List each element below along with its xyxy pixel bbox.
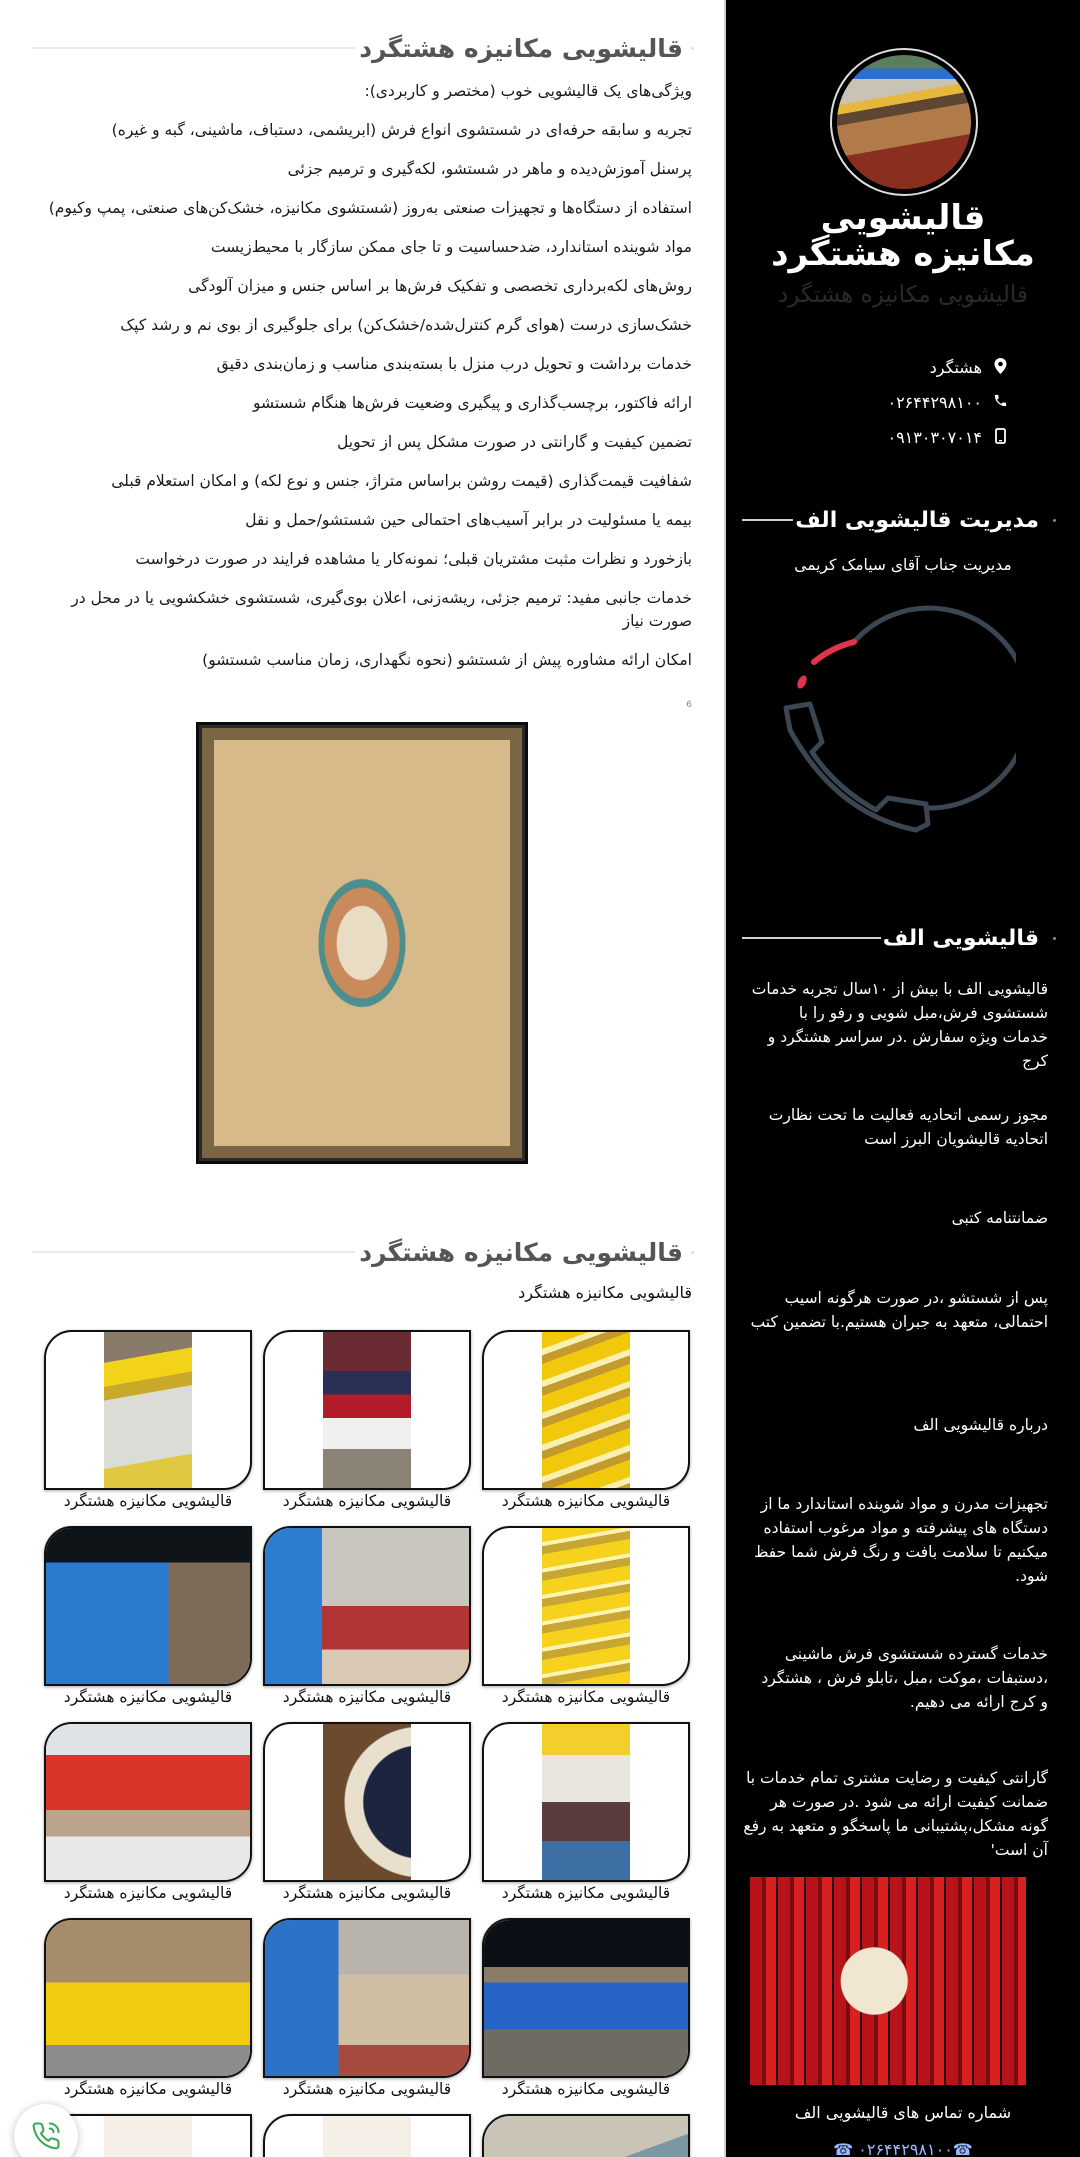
gallery-subtitle: قالیشویی مکانیزه هشتگرد (518, 1283, 692, 1302)
gallery-photo (484, 2116, 688, 2157)
sidebar-heading-management (742, 502, 1056, 538)
gallery-item[interactable] (482, 1918, 690, 2114)
gallery-photo (323, 2116, 411, 2157)
contact-list (887, 350, 1008, 455)
map-pin-icon (992, 358, 1008, 378)
gallery-card[interactable] (482, 1330, 690, 1490)
gallery-photo (104, 1332, 192, 1488)
contact-text: ۰۹۱۳۰۳۰۷۰۱۴ (887, 428, 982, 447)
gallery-item[interactable] (44, 1330, 252, 1526)
gallery-item[interactable] (263, 1330, 471, 1526)
gallery-photo (484, 1920, 688, 2076)
heading-divider (742, 937, 881, 939)
gallery-item[interactable] (482, 1330, 690, 1526)
gallery-item[interactable] (482, 1722, 690, 1918)
gallery-caption: قالیشویی مکانیزه هشتگرد (63, 1492, 233, 1510)
gallery-card[interactable] (263, 1330, 471, 1490)
sidebar-heading-title: قالیشویی الف (882, 925, 1039, 951)
gallery-caption: قالیشویی مکانیزه هشتگرد (501, 1884, 671, 1902)
contact-mobile[interactable] (887, 420, 1008, 455)
gallery-card[interactable] (482, 2114, 690, 2157)
gallery-caption: قالیشویی مکانیزه هشتگرد (501, 2080, 671, 2098)
about-paragraph: قالیشویی الف با بیش از ۱۰سال تجربه خدمات شستشوی فرش،مبل شویی و رفو را با خدمات ویژه سفارش .در سراسر هشتگرد و کرج (751, 980, 1048, 1070)
sidebar (724, 0, 1080, 2157)
gallery-caption: قالیشویی مکانیزه هشتگرد (63, 2080, 233, 2098)
section-title: قالیشویی مکانیزه هشتگرد (359, 33, 683, 63)
gallery-item[interactable] (44, 1722, 252, 1918)
gallery-card[interactable] (44, 1526, 252, 1686)
about-paragraph: مجوز رسمی اتحادیه فعالیت ما تحت نظارت اتحادیه قالیشویان البرز است (768, 1106, 1048, 1148)
gallery-caption: قالیشویی مکانیزه هشتگرد (282, 1884, 452, 1902)
gallery-caption: قالیشویی مکانیزه هشتگرد (282, 1688, 452, 1706)
heading-divider (32, 47, 355, 49)
gallery-card[interactable] (482, 1918, 690, 2078)
features-list (40, 80, 692, 688)
contact-text: هشتگرد (929, 358, 982, 377)
brand-title: قالیشویی مکانیزه هشتگرد (771, 198, 1035, 274)
feature-item: ویژگی‌های یک قالیشویی خوب (مختصر و کاربردی): (364, 82, 692, 100)
phone-call-icon (31, 2121, 61, 2151)
gallery-item[interactable] (263, 1526, 471, 1722)
contact-text: ۰۲۶۴۴۲۹۸۱۰۰ (887, 393, 982, 412)
feature-item: خدمات برداشت و تحویل درب منزل با بسته‌بندی مناسب و زمان‌بندی دقیق (216, 355, 692, 373)
gallery-item[interactable] (44, 1918, 252, 2114)
heading-dot (691, 1251, 694, 1254)
gallery-item[interactable] (482, 1526, 690, 1722)
feature-item: پرسنل آموزش‌دیده و ماهر در شستشو، لکه‌گیری و ترمیم جزئی (287, 160, 692, 178)
feature-item: خدمات جانبی مفید: ترمیم جزئی، ریشه‌زنی، اعلان بوی‌گیری، شستشوی خشکشویی یا در محل در صورت نیاز (71, 589, 692, 630)
heading-dot (1053, 519, 1056, 522)
footnote-number: 6 (686, 700, 692, 710)
feature-item: روش‌های لکه‌برداری تخصصی و تفکیک فرش‌ها بر اساس جنس و میزان آلودگی (188, 277, 692, 295)
feature-item: بازخورد و نظرات مثبت مشتریان قبلی؛ نمونه‌کار یا مشاهده فرایند در صورت درخواست (135, 550, 692, 568)
gallery-item[interactable] (44, 1526, 252, 1722)
heading-divider (742, 519, 793, 521)
feature-item: تضمین کیفیت و گارانتی در صورت مشکل پس از تحویل (337, 433, 692, 451)
gallery-photo (542, 1332, 630, 1488)
heading-dot (1053, 937, 1056, 940)
about-paragraph: گارانتی کیفیت و رضایت مشتری تمام خدمات با ضمانت کیفیت ارائه می شود .در صورت هر گونه مشکل،پشتیبانی ما پاسخگو و متعهد به رفع آن است' (743, 1769, 1048, 1859)
section-heading (32, 1232, 694, 1272)
feature-item: ارائه فاکتور، برچسب‌گذاری و پیگیری وضعیت فرش‌ها هنگام شستشو (252, 394, 692, 412)
gallery-card[interactable] (482, 1526, 690, 1686)
gallery-item[interactable] (263, 1918, 471, 2114)
about-paragraph: پس از شستشو ،در صورت هرگونه اسیب احتمالی، متعهد به جبران هستیم.با تضمین کتب (750, 1289, 1048, 1331)
contact-numbers-title: شماره تماس های قالیشویی الف (794, 2103, 1012, 2122)
gallery-photo (323, 1332, 411, 1488)
brand-subtitle: قالیشویی مکانیزه هشتگرد (778, 282, 1028, 308)
gallery-caption: قالیشویی مکانیزه هشتگرد (63, 1688, 233, 1706)
feature-item: شفافیت قیمت‌گذاری (قیمت روشن براساس متراژ، جنس و نوع لکه) و امکان استعلام قبلی (111, 472, 692, 490)
business-avatar[interactable] (830, 48, 978, 196)
gallery-photo (542, 1724, 630, 1880)
contact-phone-link[interactable]: ☎۰۲۶۴۴۲۹۸۱۰۰ ☎ (833, 2140, 973, 2157)
gallery-card[interactable] (263, 2114, 471, 2157)
gallery-caption: قالیشویی مکانیزه هشتگرد (63, 1884, 233, 1902)
rug-image[interactable] (196, 722, 528, 1164)
feature-item: امکان ارائه مشاوره پیش از شستشو (نحوه نگهداری، زمان مناسب شستشو) (202, 651, 692, 669)
gallery-card[interactable] (263, 1526, 471, 1686)
feature-item: استفاده از دستگاه‌ها و تجهیزات صنعتی به‌روز (شستشوی مکانیزه، خشک‌کن‌های صنعتی، پمپ وکیوم) (48, 199, 692, 217)
gallery-photo (46, 1528, 250, 1684)
gallery-card[interactable] (44, 1722, 252, 1882)
management-text: مدیریت جناب آقای سیامک کریمی (794, 556, 1012, 574)
feature-item: تجربه و سابقه حرفه‌ای در شستشوی انواع فرش (ابریشمی، دستباف، ماشینی، گبه و غیره) (111, 121, 692, 139)
phone-circle-graphic-icon (776, 600, 1016, 840)
gallery-caption: قالیشویی مکانیزه هشتگرد (501, 1492, 671, 1510)
gallery-caption: قالیشویی مکانیزه هشتگرد (501, 1688, 671, 1706)
image-gallery (44, 1330, 690, 2157)
gallery-photo (46, 1920, 250, 2076)
sidebar-heading-title: مدیریت قالیشویی الف (795, 507, 1039, 533)
contact-location[interactable] (887, 350, 1008, 385)
about-paragraph: درباره قالیشویی الف (913, 1416, 1048, 1434)
gallery-card[interactable] (44, 1330, 252, 1490)
about-paragraph: تجهیزات مدرن و مواد شوینده استاندارد ما از دستگاه های پیشرفته و مواد مرغوب استفاده میکنیم تا سلامت بافت و رنگ فرش شما حفظ شود. (754, 1495, 1048, 1585)
gallery-caption: قالیشویی مکانیزه هشتگرد (282, 2080, 452, 2098)
rug-pattern (202, 728, 522, 1158)
gallery-card[interactable] (263, 1722, 471, 1882)
feature-item: مواد شوینده استاندارد، ضدحساسیت و تا جای ممکن سازگار با محیط‌زیست (210, 238, 692, 256)
section-heading (32, 28, 694, 68)
gallery-photo (323, 1724, 411, 1880)
phone-icon (992, 393, 1008, 412)
about-paragraph: ضمانتنامه کتبی (951, 1209, 1048, 1227)
sidebar-heading-about (742, 920, 1056, 956)
about-paragraph: خدمات گسترده شستشوی فرش ماشینی ،دستبفات ،موکت ،مبل ،تابلو فرش ، هشتگرد و کرج ارائه می دهیم. (761, 1645, 1048, 1711)
gallery-photo (542, 1528, 630, 1684)
contact-phone[interactable] (887, 385, 1008, 420)
gallery-photo (46, 1724, 250, 1880)
gallery-photo (265, 1528, 469, 1684)
heading-dot (691, 47, 694, 50)
gallery-item[interactable] (263, 1722, 471, 1918)
section-title: قالیشویی مکانیزه هشتگرد (359, 1237, 683, 1267)
feature-item: خشک‌سازی درست (هوای گرم کنترل‌شده/خشک‌کن) برای جلوگیری از بوی نم و رشد کپک (120, 316, 692, 334)
feature-item: بیمه یا مسئولیت در برابر آسیب‌های احتمالی حین شستشو/حمل و نقل (245, 511, 692, 529)
mobile-icon (992, 428, 1008, 448)
gallery-card[interactable] (263, 1918, 471, 2078)
gallery-photo (265, 1920, 469, 2076)
gallery-item[interactable] (482, 2114, 690, 2157)
gallery-card[interactable] (482, 1722, 690, 1882)
gallery-caption: قالیشویی مکانیزه هشتگرد (282, 1492, 452, 1510)
gallery-item[interactable] (263, 2114, 471, 2157)
heading-divider (32, 1251, 355, 1253)
red-rug-image[interactable] (750, 1877, 1026, 2085)
gallery-photo (104, 2116, 192, 2157)
gallery-card[interactable] (44, 1918, 252, 2078)
avatar-photo (837, 55, 971, 189)
